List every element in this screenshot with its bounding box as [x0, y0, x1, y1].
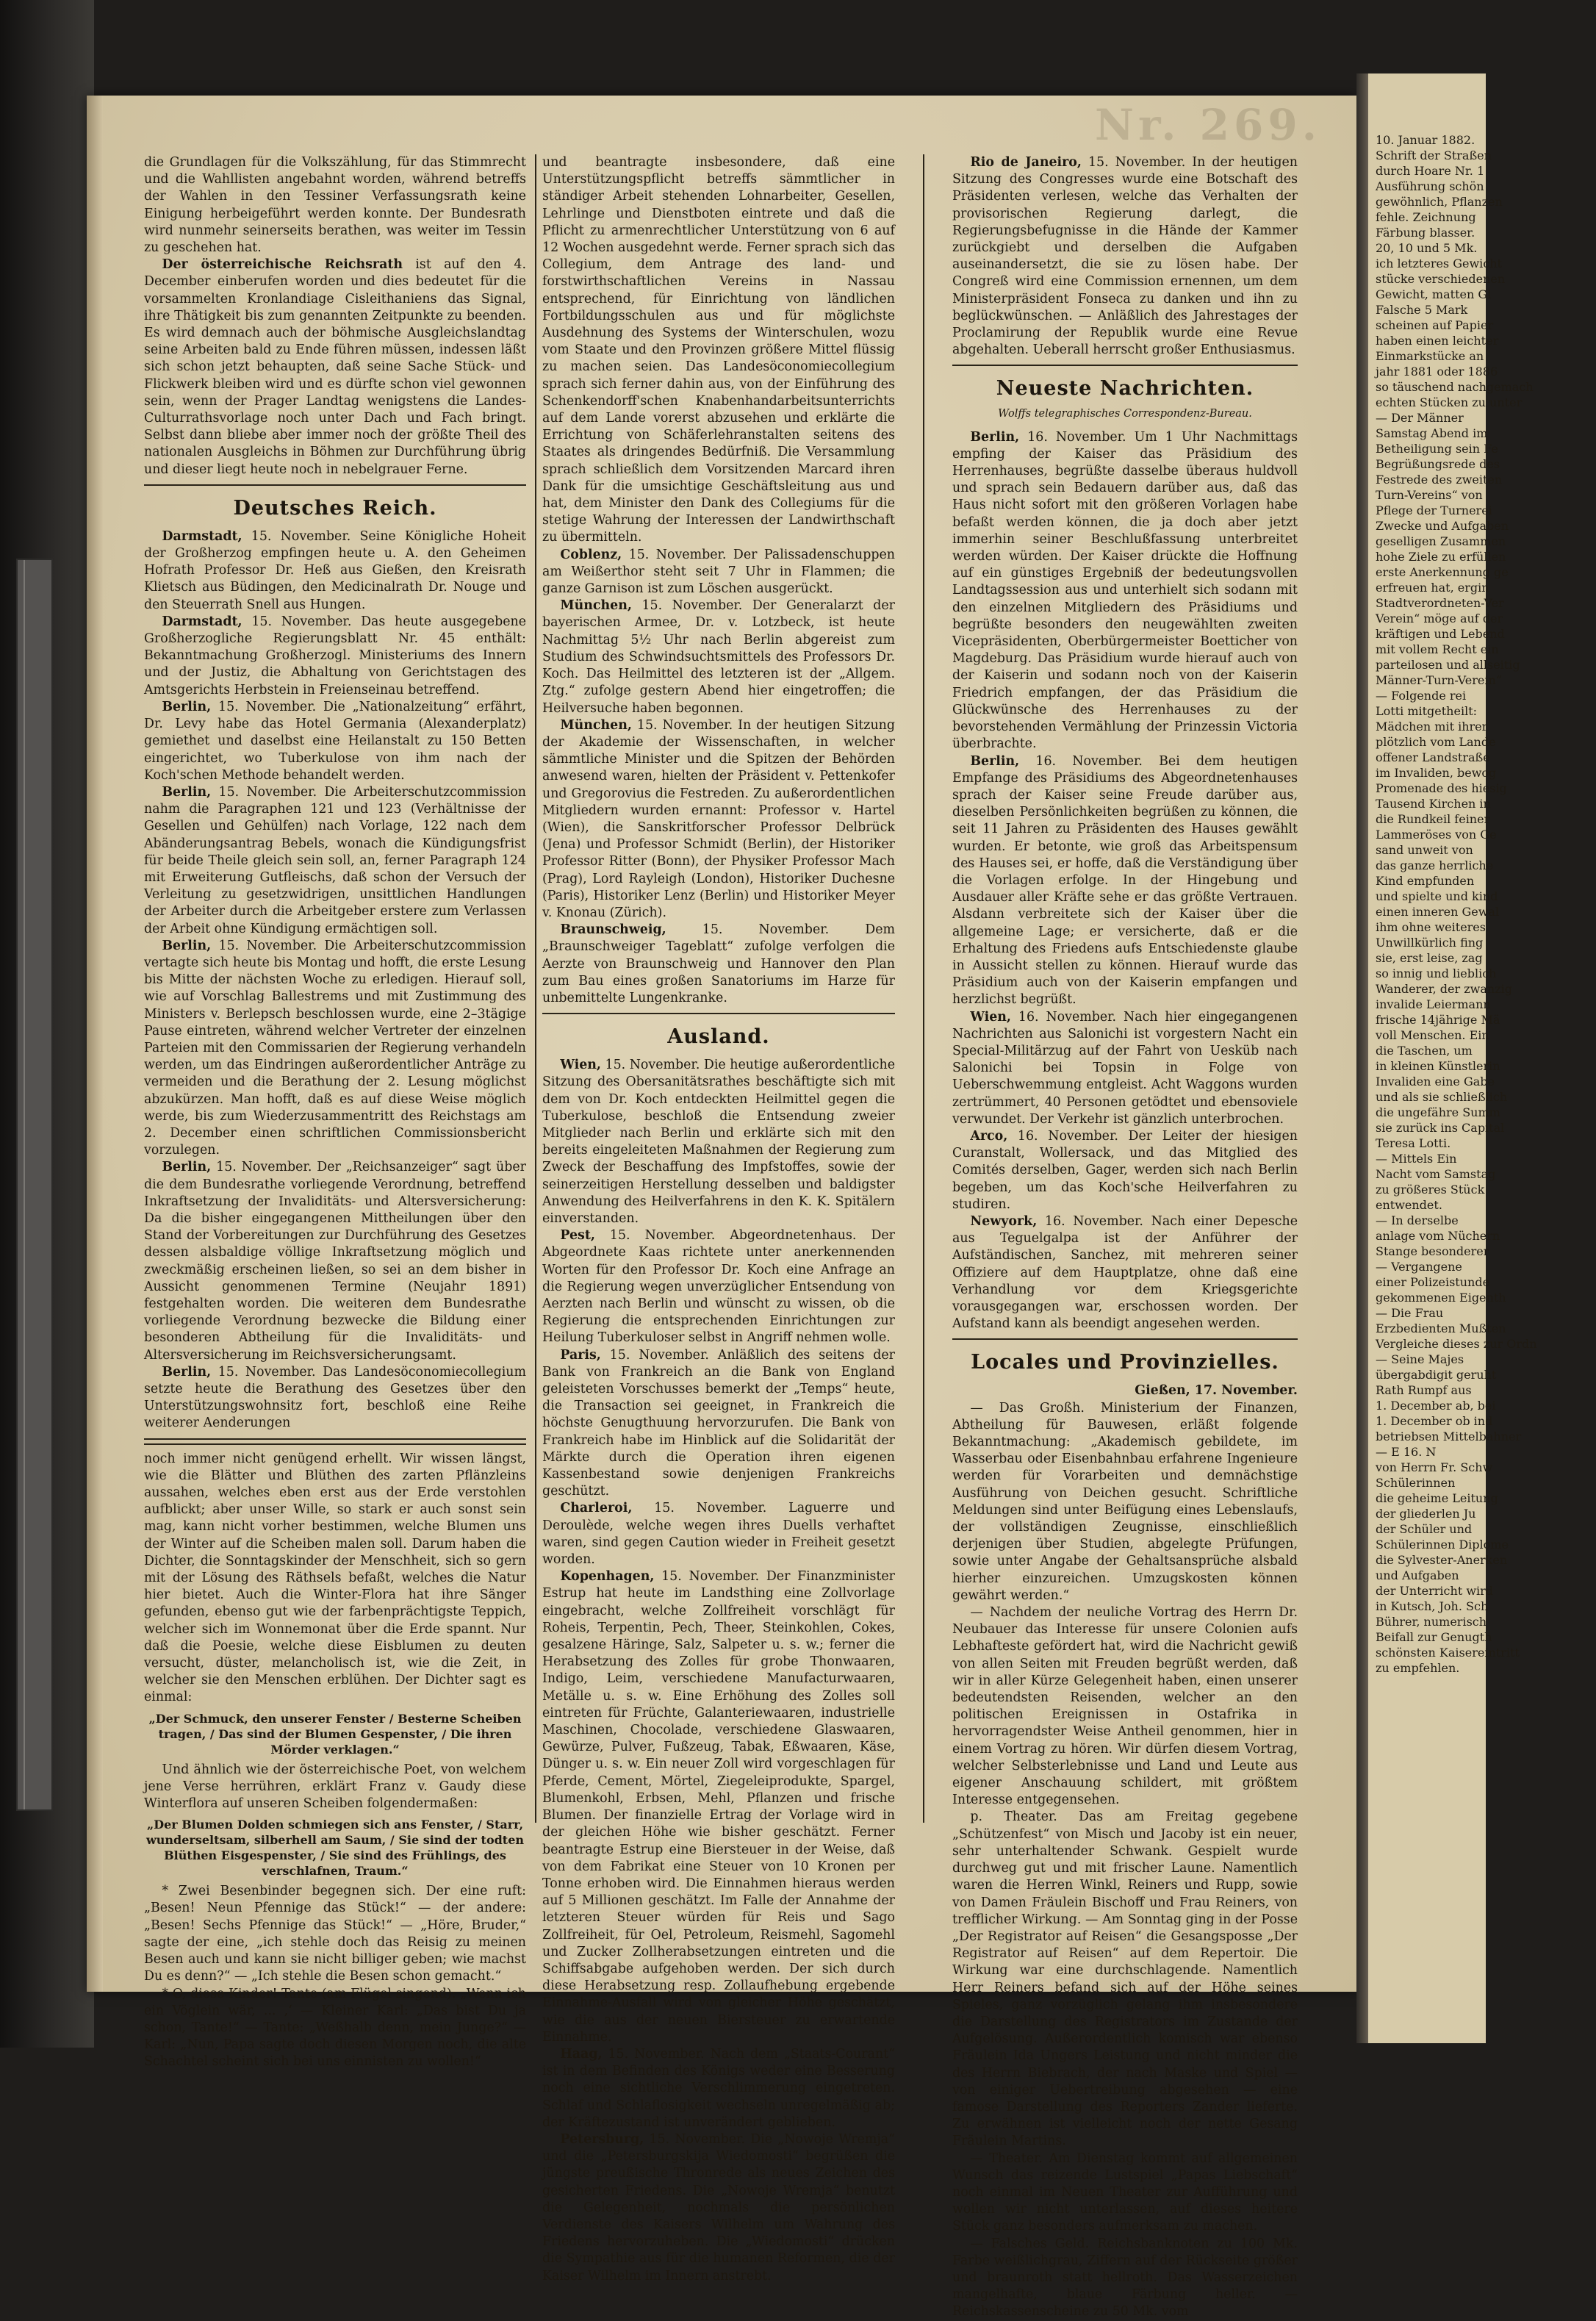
adjacent-page-line: einen inneren Gewal: [1376, 905, 1500, 919]
article-body: 15. November. Nach dem „Staats-Courant“ ist in dem Befinden des Königs weder eine Besserung noch eine sichtliche Verschlimmerung eingetreten. Schlaf und Schlaflosigkeit wechseln unregelmäßig ab; der Kräftezustand ist unverändert geblieben.: [542, 2046, 895, 2130]
section-rule: [144, 484, 526, 486]
anecdote-besenbinder: * Zwei Besenbinder begegnen sich. Der eine ruft: „Besen! Neun Pfennige das Stück!“ — der andere: „Besen! Sechs Pfennige das Stück!“ — „Höre, Bruder,“ sagte der eine, „ich stehle doch das Reisig zu meinen Besen auch und kann sie nicht billiger geben; wie machst Du es denn?“ — „Ich stehle die Besen schon gemacht.“: [144, 1884, 526, 1984]
dateline: München,: [560, 598, 632, 614]
adjacent-page-line: offener Landstraße: [1376, 750, 1490, 764]
article-body: 15. November. Der Palissadenschuppen am Weißerthor steht seit 7 Uhr in Flammen; die ganze Garnison ist zum Löschen ausgerückt.: [542, 547, 895, 597]
adjacent-page-line: Wanderer, der zwanzig: [1376, 982, 1512, 996]
adjacent-page-line: Samstag Abend im: [1376, 426, 1488, 440]
local-notice-ministerium: — Das Großh. Ministerium der Finanzen, Abtheilung für Bauwesen, erläßt folgende Bekanntmachung: „Akademisch gebildete, im Wasserbau oder Eisenbahnbau erfahrene Ingenieure werden für Vorarbeiten und demnächstige Ausführung von Deichen gesucht. Schriftliche Meldungen sind unter Beifügung eines Lebenslaufs, der vollständigen Zeugnisse, einschließlich derjenigen über Studien, abgelegte Prüfungen, sowie unter Angabe der Gehaltsansprüche alsbald hierher einzureichen. Umzugskosten können gewährt werden.“: [952, 1400, 1298, 1603]
adjacent-page-line: so täuschend nachgemach: [1376, 380, 1534, 394]
adjacent-page-line: Schülerinnen Diplome: [1376, 1538, 1509, 1551]
adjacent-page-line: in Kutsch, Joh. Sch: [1376, 1599, 1489, 1613]
adjacent-page-line: entwendet.: [1376, 1198, 1442, 1212]
article-body: 16. November. Nach hier eingegangenen Nachrichten aus Salonichi ist vorgestern Nacht ein Special-Militärzug auf der Fahrt von Uesküb nach Salonichi bei Topsin in Folge von Ueberschwemmung entgleist. Acht Waggons wurden zertrümmert, 40 Personen getödtet und ebensoviele verwundet. Der Verkehr ist gänzlich unterbrochen.: [952, 1009, 1298, 1127]
anecdote-kinder: * O, diese Kinder! Tante (am Flügel singend): „Wenn ich ein Vöglein wär, ... ‚‘ — Kleiner Karl: „Das bist Du ja schon, Tante!“ — Tante: „Weßhalb denn, mein Junge?“ — Karl: „Nun, Papa sagte doch diesen Morgen noch, die alte Schachtel scheint sich bei uns einnisten zu wollen!“: [144, 1986, 526, 2070]
section-heading-reich: Deutsches Reich.: [233, 496, 437, 520]
adjacent-page-line: 10. Januar 1882.: [1376, 133, 1475, 147]
dateline: Petersburg,: [560, 2131, 644, 2147]
adjacent-page-line: — Folgende rei: [1376, 689, 1467, 703]
adjacent-page-line: scheinen auf Papier: [1376, 318, 1494, 332]
binder-clip: [16, 559, 53, 1811]
article-body: 15. November. Der Finanzminister Estrup hat heute im Landsthing eine Zollvorlage eingebracht, welche Zollfreiheit vorschlägt für Roheis, Terpentin, Pech, Theer, Steinkohlen, Cokes, gesalzene Häringe, Salz, Salpeter u. s. w.; ferner die Herabsetzung des Zolles für grobe Thonwaaren, Indigo, Leim, verschiedene Manufacturwaaren, Metälle u. s. w. Eine Erhöhung des Zolles soll eintreten für Früchte, Galanteriewaaren, industrielle Maschinen, Chocolade, verschiedene Glaswaaren, Gewürze, Pulver, Fußzeug, Tabak, Eßwaaren, Käse, Dünger u. s. w. Ein neuer Zoll wird vorgeschlagen für Pferde, Cement, Mörtel, Ziegeleiprodukte, Spargel, Blumenkohl, Erbsen, Mehl, Pflanzen und frische Blumen. Der finanzielle Ertrag der Vorlage wird in der gleichen Höhe wie bisher geschätzt. Ferner beantragte Estrup eine Biersteuer in der Weise, daß von dem Fabrikat eine Steuer von 10 Kronen per Tonne erhoben wird. Die Einnahmen hieraus werden auf 5 Millionen geschätzt. Im Falle der Annahme der letzteren Steuer würden für Reis und Sago Zollfreiheit, für Oel, Petroleum, Reismehl, Sagomehl und Zucker Zollherabsetzungen eintreten und die Schiffsabgabe aufgehoben werden. Der sich durch diese Herabsetzung resp. Zollaufhebung ergebende Einnahme-Ausfall wird von gleicher Höhe geschätzt, wie die aus der neuen Biersteuer zu erwartende Einnahme.: [542, 1569, 895, 2045]
article-braunschweig: [542, 922, 895, 1007]
column-rule-1: [535, 154, 536, 1823]
adjacent-page-line: betriebsen Mittelbahner: [1376, 1429, 1522, 1443]
article-berlin-1: [144, 699, 526, 784]
article-muenchen-2: [542, 717, 895, 922]
adjacent-page-line: invalide Leiermann: [1376, 997, 1491, 1011]
article-arco: [952, 1128, 1298, 1213]
dateline: Wien,: [560, 1058, 601, 1073]
wire-service-credit: Wolffs telegraphisches Correspondenz-Bureau.: [998, 408, 1252, 420]
adjacent-page-line: zu empfehlen.: [1376, 1661, 1460, 1675]
adjacent-page-line: so innig und lieblich: [1376, 966, 1497, 980]
adjacent-page-line: mit vollem Recht ein: [1376, 642, 1499, 656]
feuilleton-rule: [144, 1438, 526, 1445]
dateline: Berlin,: [162, 1364, 212, 1380]
adjacent-page-line: 1. December ob ind: [1376, 1414, 1493, 1428]
adjacent-page-line: Rath Rumpf aus: [1376, 1383, 1472, 1397]
article-rio: [952, 154, 1298, 359]
adjacent-page-line: ich letzteres Gewicht: [1376, 257, 1502, 270]
adjacent-page-line: parteilosen und allseitig: [1376, 658, 1520, 672]
adjacent-page-line: Stadtverordneten-Ver: [1376, 596, 1504, 610]
poem-quote-1: „Der Schmuck, den unserer Fenster / Besterne Scheiben tragen, / Das sind der Blumen Gespenster, / Die ihren Mörder verklagen.“: [148, 1711, 522, 1757]
adjacent-page-line: hohe Ziele zu erfüllen: [1376, 550, 1506, 564]
column-rule-2: [923, 154, 924, 1823]
adjacent-page-line: ihm ohne weiteres: [1376, 920, 1486, 934]
adjacent-page-line: gewöhnlich, Pflanzen: [1376, 195, 1503, 209]
adjacent-page-line: — Die Frau: [1376, 1306, 1444, 1320]
adjacent-page-line: die ungefähre Summ: [1376, 1105, 1500, 1119]
section-rule: [952, 365, 1298, 366]
dateline: Berlin,: [970, 429, 1020, 445]
article-wien-a: [952, 1009, 1298, 1128]
adjacent-page-line: erste Anerkennung ge: [1376, 565, 1509, 579]
adjacent-page-line: — In derselbe: [1376, 1213, 1459, 1227]
article-petersburg: [542, 2131, 895, 2285]
section-heading-ausland: Ausland.: [667, 1025, 770, 1049]
local-notice-theater-1: p. Theater. Das am Freitag gegebene „Schützenfest“ von Misch und Jacoby ist ein neuer, sehr unterhaltender Schwank. Gespielt wurde durchweg gut und mit frischer Laune. Namentlich waren die Herren Winkl, Reiners und Rupp, sowie von Damen Fräulein Bischoff und Frau Reiners, von trefflicher Wirkung. — Am Sonntag ging in der Posse „Der Registrator auf Reisen“ die Gesangsposse „Der Registrator auf Reisen“ auf dem Repertoir. Die Wirkung war eine durchschlagende. Namentlich Herr Reiners befand sich auf der Höhe seines Spieles, ganz vorzüglich gelang ihm insbesondere die Darstellung des Registrators im Zustande der Aufgelösung. Außerordentlich komisch war ebenso Fräulein Ida Ungers Leistung und nicht minder die des Herrn Biebrach, der nach Maske und Spiel — von einiger Uebertreibung abgesehen — eine famose Darstellung des Reporters Zander lieferte. Zu erwähnen ist vielleicht noch der nette Gesang Fräulein Martins.: [952, 1809, 1298, 2149]
adjacent-page-line: einer Polizeistunde: [1376, 1275, 1490, 1289]
page-binding-edge: [87, 96, 103, 1992]
adjacent-page-line: Pflege der Turnerei: [1376, 503, 1492, 517]
dateline: Paris,: [560, 1347, 601, 1363]
feuilleton-text: noch immer nicht genügend erhellt. Wir wissen längst, wie die Blätter und Blüthen des zarten Pflänzleins aussahen, welches eben erst aus der Erde verstohlen aufblickt; aber unser Wille, so stark er auch sonst sein mag, kann nicht vorher bestimmen, welche Blumen uns der Winter auf die Scheiben malen soll. Darum haben die Dichter, die Sonntagskinder der Menschheit, sich so gern mit der Lösung des Räthsels befaßt, welches die Natur hier bietet. Auch die Winter-Flora hat ihre Sänger gefunden, ebenso gut wie der farbenprächtigste Teppich, welcher sich im Wonnemonat über die Erde spannt. Nur daß die Poesie, welche diese Eisblumen zu deuten versucht, düster, melancholisch ist, wie die Zeit, in welcher sie den Menschen erblühen. Der Dichter sagt es einmal:: [144, 1451, 526, 1705]
adjacent-page-line: gekommenen Eigenth: [1376, 1291, 1506, 1305]
adjacent-page-line: Schülerinnen: [1376, 1476, 1456, 1490]
adjacent-page-line: Promenade des hiesig: [1376, 781, 1507, 795]
article-body: 15. November. Der Generalarzt der bayerischen Armee, Dr. v. Lotzbeck, ist heute Nachmittag 5½ Uhr nach Berlin abgereist zum Studium des Schwindsuchtsmittels des Professors Dr. Koch. Das Heilmittel des letzteren ist der „Allgem. Ztg.“ zufolge gestern Abend hier eingetroffen; die Heilversuche haben begonnen.: [542, 598, 895, 716]
adjacent-page-line: von Herrn Fr. Schw: [1376, 1460, 1493, 1474]
dateline: Darmstadt,: [162, 614, 242, 629]
article-paris: [542, 1347, 895, 1501]
adjacent-page-line: Nacht vom Samstag: [1376, 1167, 1496, 1181]
adjacent-page-text: [1376, 132, 1596, 1676]
adjacent-page-line: und Aufgaben: [1376, 1568, 1459, 1582]
article-lead: Der österreichische Reichsrath: [162, 257, 403, 273]
article-body: 15. November. Das heute ausgegebene Großherzogliche Regierungsblatt Nr. 45 enthält: Bekanntmachung Großherzogl. Ministeriums des Innern und der Justiz, die Abhaltung von Gerichtstagen des Amtsgerichts Herbstein in Freienseinau betreffend.: [144, 614, 526, 697]
adjacent-page-line: sie, erst leise, zag: [1376, 951, 1483, 965]
local-notice-vortrag: — Nachdem der neuliche Vortrag des Herrn Dr. Neubauer das Interesse für unsere Colonien aufs Lebhafteste gefördert hat, wird die Nachricht gewiß von allen Seiten mit Freuden begrüßt werden, daß wir in aller Kürze Gelegenheit haben, einen unserer bedeutendsten Reisenden, welcher an den politischen Ereignissen in Ostafrika in hervorragendster Weise Antheil genommen, hier in einem Vortrag zu hören. Wir dürfen diesem Vortrag, welcher Selbsterlebnisse und Land und Leute aus eigener Anschauung schildert, mit größtem Interesse entgegensehen.: [952, 1605, 1298, 1808]
adjacent-page-line: — Vergangene: [1376, 1260, 1462, 1274]
dateline: Berlin,: [162, 699, 212, 714]
adjacent-page-line: Stange besonderer: [1376, 1244, 1489, 1258]
article-newyork: [952, 1213, 1298, 1332]
article-body: 16. November. Der Leiter der hiesigen Curanstalt, Wollersack, und das Mitglied des Comités derselben, Gager, werden sich nach Berlin begeben, um das Koch'sche Heilverfahren zu studiren.: [952, 1128, 1298, 1212]
adjacent-page-line: schönsten Kaisereintritt: [1376, 1646, 1520, 1660]
adjacent-page-line: der gliederlen Ju: [1376, 1507, 1476, 1521]
adjacent-page-line: haben einen leichter: [1376, 334, 1499, 348]
dateline: Coblenz,: [560, 547, 622, 562]
article-body: ist auf den 4. December einberufen worden und dies bedeutet für die vorsammelten Kronlandiage Cisleithaniens das Signal, ihre Thätigkeit bis zum genannten Zeitpunkte zu beenden. Es wird demnach auch der böhmische Ausgleichslandtag seine Arbeiten bald zu Ende führen müssen, indessen läßt sich schon jetzt behaupten, daß seine Sache Stück- und Flickwerk bleiben wird und es dürfte schon viel gewonnen sein, wenn der Prager Landtag wenigstens die Landes-Culturrathsvorlage noch unter Dach und Fach bringt. Selbst dann bliebe aber immer noch der größte Theil des nationalen Ausgleichs in Böhmen zur Durchführung übrig und dieser liegt heute noch in nebelgrauer Ferne.: [144, 257, 526, 477]
adjacent-page-line: Invaliden eine Gabe: [1376, 1075, 1495, 1088]
adjacent-page-line: Lotti mitgetheilt:: [1376, 704, 1478, 718]
section-rule: [952, 1338, 1298, 1340]
adjacent-page-line: Bührer, numerisch: [1376, 1615, 1487, 1629]
adjacent-page-line: Beifall zur Genugth: [1376, 1630, 1492, 1644]
adjacent-page-line: die Sylvester-Anerken: [1376, 1553, 1508, 1567]
adjacent-page-line: geselligen Zusammen: [1376, 534, 1506, 548]
article-muenchen-1: [542, 598, 895, 717]
article-oesterreich: [144, 257, 526, 478]
article-body: 15. November. Abgeordnetenhaus. Der Abgeordnete Kaas richtete unter anerkennenden Worten für den Professor Dr. Koch eine Anfrage an die Regierung wegen unverzüglicher Entsendung von Aerzten nach Berlin und wünscht zu wissen, ob die Regierung die entsprechenden Einrichtungen zur Heilung Tuberkuloser selbst in Angriff nehmen wolle.: [542, 1228, 895, 1346]
adjacent-page-line: erfreuen hat, ergin: [1376, 581, 1489, 595]
adjacent-page-line: — Seine Majes: [1376, 1352, 1464, 1366]
dateline: Braunschweig,: [560, 922, 666, 938]
adjacent-page-line: zu größeres Stück: [1376, 1183, 1485, 1197]
dateline: Berlin,: [162, 784, 212, 800]
poem-quote-2: „Der Blumen Dolden schmiegen sich ans Fenster, / Starr, wunderseltsam, silberhell am Saum, / Sie sind der todten Blüthen Eisgespenster, / Sie sind des Frühlings, des verschlafnen, Traum.“: [145, 1818, 525, 1879]
adjacent-page-line: Turn-Vereins“ von: [1376, 488, 1483, 502]
adjacent-page-line: Zwecke und Aufgaben: [1376, 519, 1509, 533]
adjacent-page-line: Kind empfunden: [1376, 874, 1475, 888]
adjacent-page-line: kräftigen und Lebend: [1376, 627, 1505, 641]
adjacent-page-line: sand unweit von: [1376, 843, 1473, 857]
article-body: 15. November. Der „Reichsanzeiger“ sagt über die dem Bundesrathe vorliegende Verordnung, betreffend Inkraftsetzung der Invaliditäts- und Altersversicherung: Da die bisher eingegangenen Mittheilungen über den Stand der Vorbereitungen zur Durchführung des Gesetzes dessen alsbaldige völlige Inkraftsetzung möglich und zweckmäßig erscheinen ließen, so sei an dem bisher in Aussicht genommenen Termine (Neujahr 1891) festgehalten worden. Die weiteren dem Bundesrathe vorliegende Verordnung bezwecke die Bildung einer besonderen Abtheilung für die Invaliditäts- und Altersversicherung im Reichsversicherungsamt.: [144, 1160, 526, 1363]
adjacent-page-line: Unwillkürlich fing: [1376, 936, 1484, 950]
article-body: 16. November. Nach einer Depesche aus Teguelgalpa ist der Anführer der Aufständischen, Sanchez, mit mehreren seiner Offiziere auf dem Hauptplatze, ohne daß eine Verhandlung vor dem Kriegsgerichte vorausgegangen war, erschossen worden. Der Aufstand kann als beendigt angesehen werden.: [952, 1213, 1298, 1332]
article-text: und beantragte insbesondere, daß eine Unterstützungspflicht betreffs sämmtlicher in ständiger Arbeit stehenden Lohnarbeiter, Gesellen, Lehrlinge und Dienstboten eintrete und daß die Pflicht zu armenrechtlicher Unterstützung von 6 auf 12 Wochen ausgedehnt werde. Ferner sprach sich das Collegium, dem Antrage des land- und forstwirthschaftlichen Vereins in Nassau entsprechend, für Einrichtung von ländlichen Fortbildungsschulen aus und für möglichste Ausdehnung des Systems der Winterschulen, wozu vom Staate und den Provinzen größere Mittel flüssig zu machen seien. Das Landesöconomiecollegium sprach sich ferner dahin aus, von der Einführung des Schenkendorff'schen Knabenhandarbeitsunterrichts auf dem Lande vorerst abzusehen und erklärte die Errichtung von Schäferlehranstalten seitens des Staates als dringendes Bedürfniß. Die Versammlung sprach schließlich dem Vorsitzenden Marcard ihren Dank für die umsichtige Geschäftsleitung aus und hat, dem Minister den Dank des Collegiums für die stetige Wahrung der Interessen der Landwirthschaft zu übermitteln.: [542, 155, 895, 545]
article-body: 15. November. In der heutigen Sitzung der Akademie der Wissenschaften, in welcher sämmtliche Minister und die Spitzen der Behörden anwesend waren, hielten der Präsident v. Pettenkofer und Gregorovius die Festreden. Zu außerordentlichen Mitgliedern wurden ernannt: Professor v. Hartel (Wien), die Sanskritforscher Professor Delbrück (Jena) und Professor Schmidt (Berlin), der Historiker Professor Ritter (Bonn), der Physiker Professor Mach (Prag), Lord Rayleigh (London), Historiker Duchesne (Paris), Historiker Lenz (Berlin) und Historiker Meyer v. Knonau (Zürich).: [542, 717, 895, 920]
adjacent-page-line: Vergleiche dieses zur Ordn: [1376, 1337, 1537, 1351]
adjacent-page-line: Verein“ möge auf der: [1376, 611, 1503, 625]
article-berlin-a: [952, 429, 1298, 753]
dateline: Berlin,: [162, 1160, 212, 1175]
local-notice-theater-2: — Theater. Am Dienstag kommt auf allgemeinen Wunsch das reizende Lustspiel „Papas Liebschaft“ noch einmal im Neuen Theater zur Aufführung und wollen wir nicht unterlassen, auf dieses heitere Stück ganz besonders aufmerksam zu machen.: [952, 2150, 1298, 2234]
adjacent-page-line: Betheiligung sein Fe: [1376, 442, 1498, 456]
adjacent-page-line: Männer-Turn-Verein“: [1376, 673, 1502, 687]
dateline: Rio de Janeiro,: [970, 155, 1082, 170]
dateline: Berlin,: [970, 753, 1020, 769]
dateline: Newyork,: [970, 1213, 1038, 1229]
article-berlin-3: [144, 938, 526, 1160]
locales-dateline: Gießen, 17. November.: [1135, 1383, 1298, 1399]
adjacent-page-line: anlage vom Nüchern: [1376, 1229, 1500, 1243]
article-charleroi: [542, 1500, 895, 1568]
adjacent-page-line: 1. December ab, bei: [1376, 1399, 1496, 1413]
article-body: 15. November. Das Landesöconomiecollegium setzte heute die Berathung des Gesetzes über den Unterstützungswohnsitz fort, beschloß eine Reihe weiterer Aenderungen: [144, 1364, 526, 1431]
adjacent-page-line: 20, 10 und 5 Mk.: [1376, 241, 1478, 255]
dateline: München,: [560, 717, 632, 733]
article-berlin-4: [144, 1159, 526, 1363]
adjacent-page-line: — Der Männer: [1376, 411, 1464, 425]
adjacent-page-line: der Unterricht wird: [1376, 1584, 1494, 1598]
article-body: 15. November. In der heutigen Sitzung des Congresses wurde eine Botschaft des Präsidenten verlesen, welche das Verhalten der provisorischen Regierung darlegt, die Regierungsbefugnisse in die Hände der Kammer zurückgiebt und derselben die Aufgaben auseinandersetzt, die sie zu lösen habe. Der Congreß wird eine Commission ernennen, um dem Ministerpräsident Fonseca zu danken und ihn zu beglückwünschen. — Anläßlich des Jahrestages der Proclamirung der Republik wurde eine Revue abgehalten. Ueberall herrscht großer Enthusiasmus.: [952, 155, 1298, 358]
article-body: 15. November. Anläßlich des seitens der Bank von Frankreich an die Bank von England geleisteten Vorschusses bemerkt der „Temps“ heute, die Transaction sei geeignet, in Frankreich die höchste Genugthuung hervorzurufen. Die Bank von Frankreich habe im Hinblick auf die Solidarität der Märkte durch die Operation ihren eigenen Kassenbestand sowie denjenigen Frankreichs geschützt.: [542, 1347, 895, 1499]
adjacent-page-line: Gewicht, matten Gl: [1376, 287, 1492, 301]
adjacent-page-line: voll Menschen. Ein: [1376, 1028, 1489, 1042]
article-body: 15. November. Seine Königliche Hoheit der Großherzog empfingen heute u. A. den Geheimen Hofrath Professor Dr. Heß aus Gießen, den Kreisrath Klietsch aus Büdingen, den Medicinalrath Dr. Nouge und den Steuerrath Snell aus Hungen.: [144, 528, 526, 612]
dateline: Kopenhagen,: [560, 1569, 655, 1585]
adjacent-page-line: der Schüler und: [1376, 1522, 1473, 1536]
article-body: 15. November. Die Arbeiterschutzcommission nahm die Paragraphen 121 und 123 (Verhältnisse der Gesellen und Gehülfen) nach Vorlage, 122 nach dem Abänderungsantrag Bebels, wonach die Kündigungsfrist für beide Theile gleich sein soll, an, ferner Paragraph 124 mit Erweiterung Gutfleischs, daß schon der Versuch der Verleitung zu gesetzwidrigen, unsittlichen Handlungen der Arbeiter durch die Arbeitgeber erstere zum Verlassen der Arbeit ohne Kündigung ermächtigen soll.: [144, 784, 526, 936]
bleed-through-number: Nr. 269.: [1095, 100, 1321, 150]
adjacent-page-line: Begrüßungsrede des: [1376, 457, 1500, 471]
adjacent-page-line: Lammeröses von Ge: [1376, 828, 1497, 842]
dateline: Berlin,: [162, 938, 212, 953]
adjacent-page-line: Einmarkstücke an: [1376, 349, 1484, 363]
article-body: 15. November. Die Arbeiterschutzcommission vertagte sich heute bis Montag und hofft, die erste Lesung bis Mitte der nächsten Woche zu erledigen. Hierauf soll, wie auf Vorschlag Ballestrems und mit Zustimmung des Ministers v. Berlepsch beschlossen wurde, eine 2–3tägige Pause eintreten, während welcher Vertreter der einzelnen Parteien mit den Commissarien der Regierung verhandeln werden, um das Eindringen außerordentlicher Anträge zu vermeiden und die Berathung der 2. Lesung möglichst abzukürzen. Man hofft, daß es auf diese Weise möglich werde, bis zum Wiederzusammentritt des Reichstags am 2. December einen schriftlichen Commissionsbericht vorzulegen.: [144, 938, 526, 1158]
adjacent-page-line: — Mittels Ein: [1376, 1152, 1457, 1166]
adjacent-page-line: plötzlich vom Lande: [1376, 735, 1496, 749]
adjacent-page-line: im Invaliden, bewog: [1376, 766, 1497, 780]
article-body: 15. November. Die „Nowoje Wremja“ und die „Petersburgskija Wiedomosti“ begrüßen die jüngste preußische Thronrede als neues Zeichen des gesicherten Friedens. Die „Nowoje Wremja“ benutzt die Gelegenheit, nochmals die persönlichen Verdienste des Kaisers Wilhelm um Wahrung des Friedens hervorzuheben. Die „Wiedomosti“ drücken die Sympathie aus für die humanen Reformen, die der Kaiser Wilhelm im Innern anstrebt.: [542, 2131, 895, 2284]
column-3: [952, 154, 1298, 2321]
article-haag: [542, 2046, 895, 2131]
section-heading-locales: Locales und Provinzielles.: [971, 1351, 1279, 1374]
article-coblenz: [542, 547, 895, 598]
section-rule: [542, 1013, 895, 1014]
adjacent-page-line: Tausend Kirchen in: [1376, 797, 1491, 811]
article-body: 16. November. Um 1 Uhr Nachmittags empfing der Kaiser das Präsidium des Herrenhauses, begrüßte dasselbe überaus huldvoll und sprach sein Bedauern darüber aus, daß das Haus nicht sofort mit den größeren Vorlagen habe befaßt werden können, die ja doch aber jetzt immerhin seiner Beschlußfassung unterbreitet werden würden. Der Kaiser drückte die Hoffnung auf ein günstiges Ergebniß der bedeutungsvollen Landtagssession aus und unterhielt sich sodann mit den einzelnen Mitgliedern des Präsidiums und begrüßte besonders den neugewählten zweiten Vicepräsidenten, Oberbürgermeister Boetticher von Magdeburg. Das Präsidium wurde hierauf auch von der Kaiserin und sodann noch von der Kaiserin Friedrich empfangen, der das Präsidium die Glückwünsche des Herrenhauses zu der bevorstehenden Vermählung der Prinzessin Victoria überbrachte.: [952, 429, 1298, 752]
article-pest: [542, 1227, 895, 1346]
adjacent-page-line: sie zurück ins Capital: [1376, 1121, 1505, 1135]
article-berlin-b: [952, 753, 1298, 1009]
adjacent-page-fragment: [1368, 73, 1537, 2043]
article-body: 15. November. Die „Nationalzeitung“ erfährt, Dr. Levy habe das Hotel Germania (Alexanderplatz) gemiethet und daselbst eine Heilanstalt zu 150 Betten eingerichtet, wo Tuberkulose von ihm nach der Koch'schen Methode behandelt werden.: [144, 699, 526, 783]
adjacent-page-line: Teresa Lotti.: [1376, 1136, 1451, 1150]
dateline: Pest,: [560, 1228, 595, 1244]
adjacent-page-line: frische 14jährige Mä: [1376, 1013, 1500, 1027]
article-body: 15. November. Dem „Braunschweiger Tageblatt“ zufolge verfolgen die Aerzte von Braunschweig und Hannover den Plan zum Bau eines großen Sanatoriums im Harze für unbemittelte Lungenkranke.: [542, 922, 895, 1005]
column-2: [542, 154, 895, 2285]
adjacent-page-line: — E 16. N: [1376, 1445, 1437, 1459]
local-notice-falschgeld: — Falsches Geld. Reichsbanknoten zu 100 Mk. Farbe weißlichgrau, Ziffern auf der Rückseite größer und braunroth statt hellroth. Das Wasserzeichen mangelhafte, blaue Färbung heller. — Reichskassenscheine zu 50 Mk. vom: [952, 2236, 1298, 2320]
adjacent-page-line: die Rundkeil feiner: [1376, 812, 1490, 826]
adjacent-page-line: Falsche 5 Mark: [1376, 303, 1468, 317]
column-1: [144, 154, 526, 2071]
adjacent-page-line: die Taschen, um: [1376, 1044, 1473, 1058]
dateline: Darmstadt,: [162, 528, 242, 544]
article-darmstadt-1: [144, 528, 526, 614]
article-body: 16. November. Bei dem heutigen Empfange des Präsidiums des Abgeordnetenhauses sprach der Kaiser seine Freude darüber aus, dieselben Persönlichkeiten begrüßen zu können, die seit 11 Jahren zu Präsidenten des Hauses gewählt wurden. Er betonte, wie groß das Arbeitspensum des Hauses sei, er hoffe, daß die Verständigung über die Vorlagen erfolge. In der Hingebung und Ausdauer aller Kräfte sehe er das größte Vertrauen. Alsdann verbreitete sich der Kaiser über die allgemeine Lage; er versicherte, daß er die Erhaltung des Friedens aufs Entschiedenste glaube in Aussicht stellen zu können. Hierauf wurde das Präsidium auch von der Kaiserin empfangen und herzlichst begrüßt.: [952, 753, 1298, 1008]
article-darmstadt-2: [144, 614, 526, 699]
adjacent-page-line: stücke verschiedenen: [1376, 272, 1506, 286]
adjacent-page-line: und spielte und kind: [1376, 889, 1498, 903]
article-body: 15. November. Laguerre und Deroulède, welche wegen ihres Duells verhaftet waren, sind gegen Caution wieder in Freiheit gesetzt worden.: [542, 1501, 895, 1568]
adjacent-page-line: durch Hoare Nr. 1: [1376, 164, 1485, 178]
adjacent-page-line: Erzbedienten Mußten: [1376, 1321, 1506, 1335]
adjacent-page-line: echten Stücken zu unter: [1376, 395, 1523, 409]
article-berlin-5: [144, 1364, 526, 1432]
dateline: Arco,: [970, 1128, 1008, 1144]
article-text: die Grundlagen für die Volkszählung, für das Stimmrecht und die Wahllisten angebahnt worden, während betreffs der Wahlen in den Tessiner Verfassungsrath keine Einigung herbeigeführt werden konnte. Der Bundesrath wird nunmehr seinerseits berathen, was weiter im Tessin zu geschehen hat.: [144, 155, 526, 256]
article-kopenhagen: [542, 1568, 895, 2046]
dateline: Charleroi,: [560, 1501, 633, 1516]
adjacent-page-line: übergabdigit geruht: [1376, 1368, 1497, 1382]
adjacent-page-line: das ganze herrliche: [1376, 858, 1494, 872]
adjacent-page-line: in kleinen Künstlerin: [1376, 1059, 1500, 1073]
feuilleton-text-2: Und ähnlich wie der österreichische Poet, von welchem jene Verse herrühren, erklärt Franz v. Gaudy diese Winterflora auf unseren Scheiben folgendermaßen:: [144, 1762, 526, 1812]
article-body: 15. November. Die heutige außerordentliche Sitzung des Obersanitätsrathes beschäftigte sich mit dem von Dr. Koch entdeckten Heilmittel gegen die Tuberkulose, beschloß die Entsendung zweier Mitglieder nach Berlin und erklärte sich mit den bereits eingeleiteten Maßnahmen der Regierung zum Zweck der Beschaffung des Impfstoffes, sowie der seinerzeitigen Herstellung desselben und baldigster Anwendung des Heilverfahrens in den K. K. Spitälern einverstanden.: [542, 1058, 895, 1226]
article-berlin-2: [144, 784, 526, 938]
dateline: Wien,: [970, 1009, 1011, 1025]
adjacent-page-line: jahr 1881 oder 1886: [1376, 365, 1498, 379]
adjacent-page-line: Mädchen mit ihrer: [1376, 720, 1488, 733]
adjacent-page-line: Schrift der Straßen: [1376, 148, 1492, 162]
adjacent-page-line: Ausführung schön: [1376, 179, 1484, 193]
section-heading-neueste: Neueste Nachrichten.: [996, 377, 1254, 401]
adjacent-page-line: und als sie schließlich: [1376, 1090, 1508, 1104]
adjacent-page-line: die geheime Leitung: [1376, 1491, 1498, 1505]
adjacent-page-line: Festrede des zweiten: [1376, 473, 1503, 487]
adjacent-page-line: fehle. Zeichnung: [1376, 210, 1476, 224]
adjacent-page-line: Färbung blasser.: [1376, 226, 1475, 240]
dateline: Haag,: [560, 2046, 603, 2062]
article-wien: [542, 1057, 895, 1227]
